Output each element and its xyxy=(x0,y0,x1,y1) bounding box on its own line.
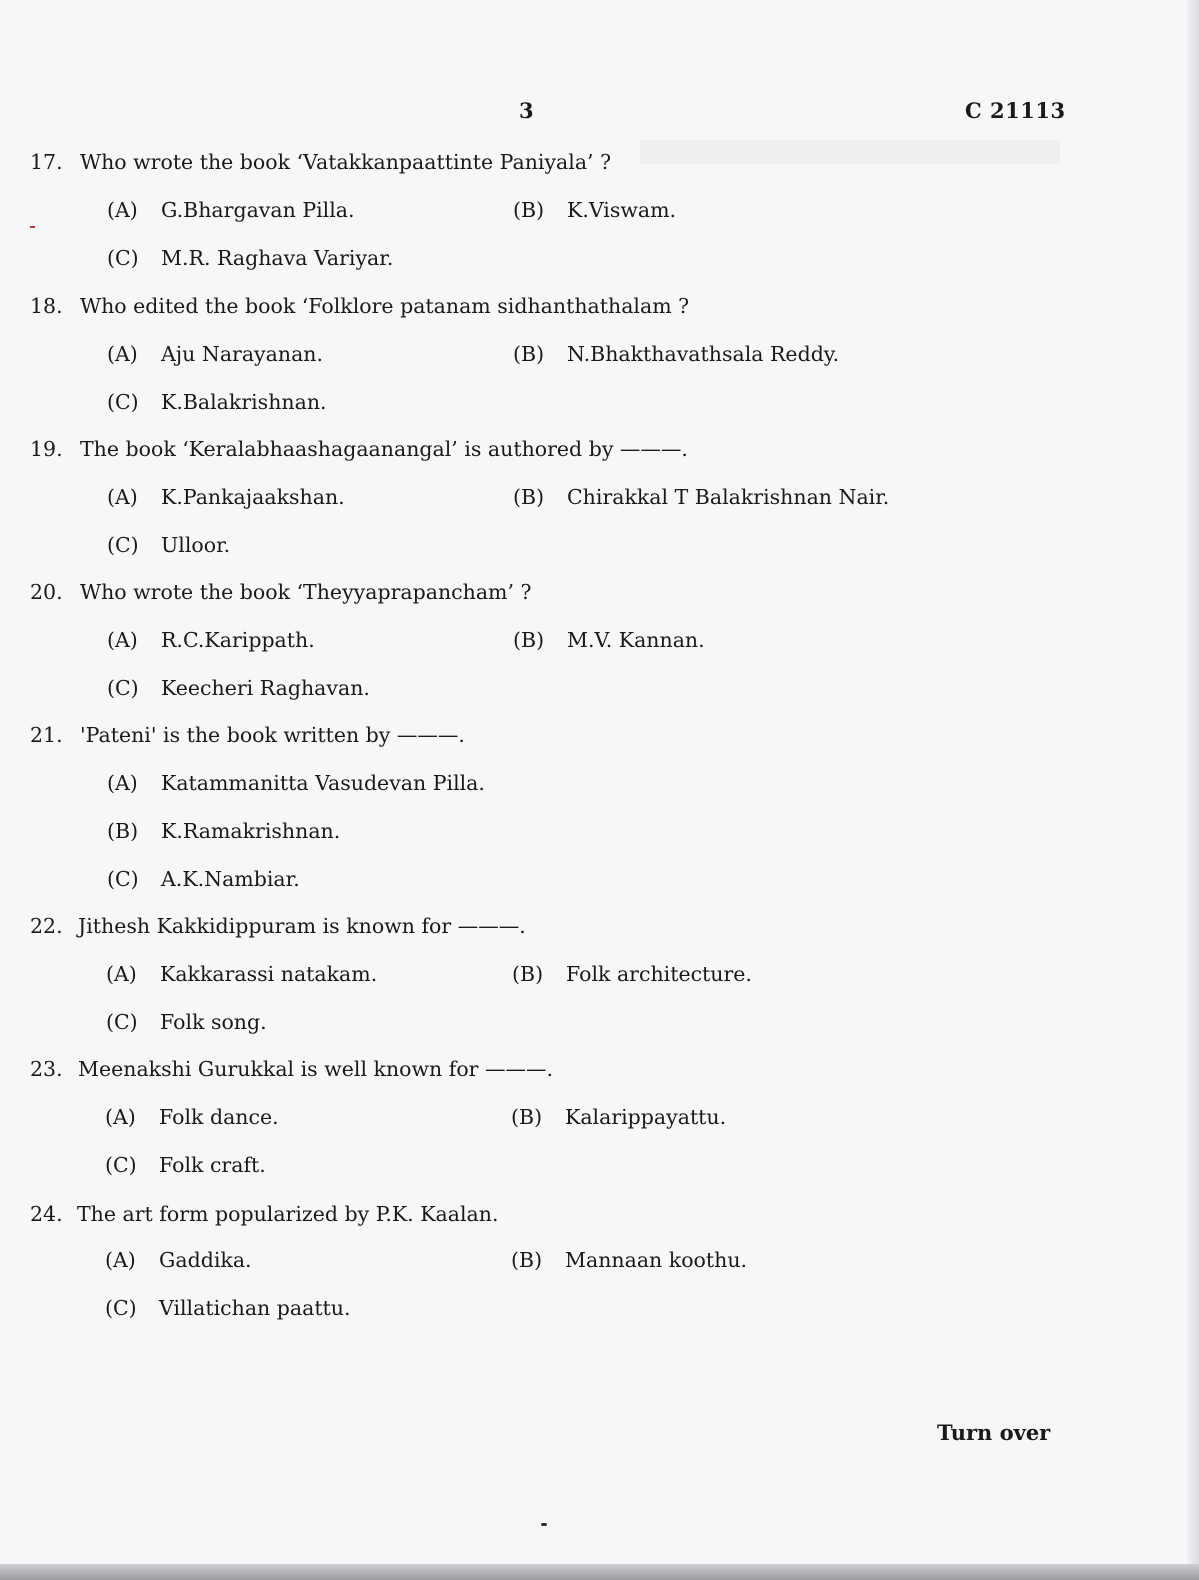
question-text: Jithesh Kakkidippuram is known for ———. xyxy=(78,914,526,938)
option-label: (C) xyxy=(107,867,139,891)
option-text: Villatichan paattu. xyxy=(159,1296,351,1320)
option-text: Folk dance. xyxy=(159,1105,279,1129)
option-text: K.Viswam. xyxy=(567,198,677,222)
option-label: (C) xyxy=(105,1296,137,1320)
question-text: Who wrote the book ‘Vatakkanpaattinte Paniyala’ ? xyxy=(80,150,612,174)
option-label: (A) xyxy=(105,1248,136,1272)
bleed-through xyxy=(640,140,1060,164)
question-text: 'Pateni' is the book written by ———. xyxy=(80,723,465,747)
option-text: K.Balakrishnan. xyxy=(161,390,327,414)
option-text: Kakkarassi natakam. xyxy=(160,962,378,986)
question-number: 18. xyxy=(30,294,63,318)
option-label: (C) xyxy=(105,1153,137,1177)
option-label: (C) xyxy=(107,533,139,557)
option-text: M.R. Raghava Variyar. xyxy=(161,246,394,270)
option-label: (B) xyxy=(513,198,545,222)
option-text: K.Ramakrishnan. xyxy=(161,819,341,843)
option-text: A.K.Nambiar. xyxy=(161,867,300,891)
option-text: Ulloor. xyxy=(161,533,231,557)
question-number: 19. xyxy=(30,437,63,461)
option-label: (B) xyxy=(107,819,139,843)
page-number: 3 xyxy=(519,98,534,123)
option-text: G.Bhargavan Pilla. xyxy=(161,198,355,222)
option-label: (A) xyxy=(107,342,138,366)
option-text: Chirakkal T Balakrishnan Nair. xyxy=(567,485,890,509)
option-label: (C) xyxy=(107,390,139,414)
question-number: 21. xyxy=(30,723,63,747)
question-text: Who edited the book ‘Folklore patanam sidhanthathalam ? xyxy=(80,294,690,318)
question-number: 20. xyxy=(30,580,63,604)
option-text: Folk song. xyxy=(160,1010,267,1034)
option-label: (A) xyxy=(107,198,138,222)
option-label: (C) xyxy=(106,1010,138,1034)
question-number: 17. xyxy=(30,150,63,174)
paper-edge xyxy=(1187,0,1199,1580)
option-text: Folk craft. xyxy=(159,1153,266,1177)
question-text: Who wrote the book ‘Theyyaprapancham’ ? xyxy=(80,580,532,604)
option-label: (C) xyxy=(107,246,139,270)
question-number: 22. xyxy=(30,914,63,938)
option-label: (A) xyxy=(107,628,138,652)
question-number: 24. xyxy=(30,1202,63,1226)
turn-over-label: Turn over xyxy=(937,1420,1051,1445)
option-label: (B) xyxy=(513,485,545,509)
option-text: Kalarippayattu. xyxy=(565,1105,727,1129)
scan-speck xyxy=(30,226,35,228)
option-label: (A) xyxy=(105,1105,136,1129)
option-label: (C) xyxy=(107,676,139,700)
scan-edge xyxy=(0,1564,1199,1580)
option-text: Mannaan koothu. xyxy=(565,1248,748,1272)
option-label: (B) xyxy=(513,628,545,652)
option-label: (A) xyxy=(106,962,137,986)
option-text: Aju Narayanan. xyxy=(161,342,324,366)
paper-code: C 21113 xyxy=(965,98,1066,123)
question-number: 23. xyxy=(30,1057,63,1081)
option-text: K.Pankajaakshan. xyxy=(161,485,345,509)
scan-speck xyxy=(541,1523,547,1526)
question-text: The book ‘Keralabhaashagaanangal’ is authored by ———. xyxy=(80,437,688,461)
option-text: N.Bhakthavathsala Reddy. xyxy=(567,342,840,366)
option-label: (B) xyxy=(511,1248,543,1272)
option-label: (B) xyxy=(511,1105,543,1129)
option-label: (B) xyxy=(512,962,544,986)
option-text: Gaddika. xyxy=(159,1248,252,1272)
option-label: (A) xyxy=(107,485,138,509)
question-text: Meenakshi Gurukkal is well known for ———. xyxy=(78,1057,554,1081)
question-text: The art form popularized by P.K. Kaalan. xyxy=(77,1202,499,1226)
option-label: (B) xyxy=(513,342,545,366)
option-text: Keecheri Raghavan. xyxy=(161,676,370,700)
option-text: M.V. Kannan. xyxy=(567,628,705,652)
option-label: (A) xyxy=(107,771,138,795)
option-text: Katammanitta Vasudevan Pilla. xyxy=(161,771,485,795)
option-text: R.C.Karippath. xyxy=(161,628,315,652)
option-text: Folk architecture. xyxy=(566,962,752,986)
